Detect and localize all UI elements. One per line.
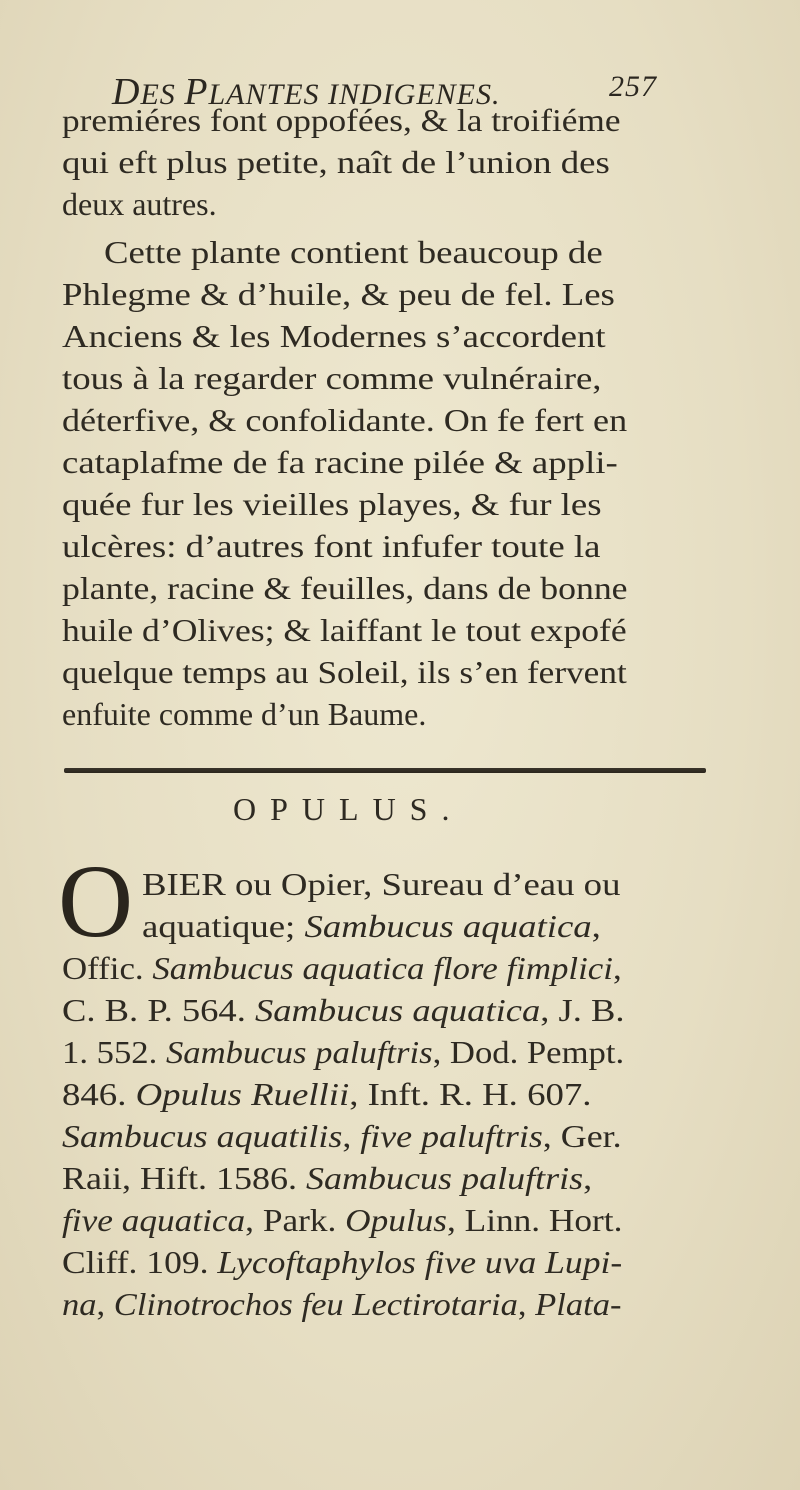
text-run: 846.	[62, 1076, 136, 1112]
text-run: , Inft. R. H. 607.	[349, 1076, 592, 1112]
title-initial: D	[112, 71, 141, 113]
text-run: 1. 552.	[62, 1034, 166, 1070]
body-line: ulcères: d’autres font infufer toute la	[62, 528, 601, 564]
body-line: enfuite comme d’un Baume.	[62, 696, 427, 732]
text-run: , J. B.	[540, 992, 625, 1028]
section-line	[62, 1158, 592, 1198]
section-divider	[64, 768, 706, 773]
latin-name: five paluftris	[360, 1118, 543, 1154]
body-line: cataplafme de fa racine pilée & appli-	[62, 444, 618, 480]
latin-name: Sambucus aquatilis	[62, 1118, 343, 1154]
body-line: huile d’Olives; & laiffant le tout expofé	[62, 612, 627, 648]
body-line: premiéres font oppofées, & la troifiéme	[62, 102, 621, 138]
section-line	[62, 1200, 622, 1240]
latin-name: Plata-	[535, 1286, 622, 1322]
text-run: Raii, Hift. 1586.	[62, 1160, 307, 1196]
latin-name: Sambucus aquatica	[304, 908, 592, 944]
title-part: ES	[140, 78, 185, 111]
section-title: OPULUS.	[233, 791, 464, 827]
text-run: , Dod. Pempt.	[432, 1034, 625, 1070]
body-line: quée fur les vieilles playes, & fur les	[62, 486, 602, 522]
drop-cap: O	[58, 844, 134, 959]
body-line: déterfive, & confolidante. On fe fert en	[62, 402, 628, 438]
text-run: aquatique;	[142, 908, 305, 944]
section-line	[142, 906, 601, 946]
text-run: ,	[591, 908, 601, 944]
body-line: Cette plante contient beaucoup de	[104, 234, 603, 270]
text-run: ,	[96, 1286, 114, 1322]
section-line	[62, 1284, 621, 1324]
section-line	[62, 990, 625, 1030]
text-run: , Ger.	[542, 1118, 622, 1154]
text-run: , Linn. Hort.	[447, 1202, 623, 1238]
latin-name: Sambucus aquatica	[254, 992, 541, 1028]
title-part-2: LANTES INDIGENES.	[208, 78, 501, 111]
section-line	[62, 1032, 624, 1072]
text-run: Cliff. 109.	[62, 1244, 218, 1280]
latin-name: Opulus Ruellii	[135, 1076, 350, 1112]
body-line: Phlegme & d’huile, & peu de fel. Les	[62, 276, 615, 312]
section-line	[62, 948, 622, 988]
page-number: 257	[609, 70, 657, 103]
body-line: plante, racine & feuilles, dans de bonne	[62, 570, 628, 606]
body-line: tous à la regarder comme vulnéraire,	[62, 360, 602, 396]
section-line	[62, 1242, 622, 1282]
latin-name: Clinotrochos feu Lectirotaria	[113, 1286, 518, 1322]
text-run: C. B. P. 564.	[62, 992, 255, 1028]
text-run: Offic.	[62, 950, 153, 986]
section-line	[62, 1116, 622, 1156]
section-line	[142, 864, 620, 904]
latin-name: Sambucus paluftris	[306, 1160, 584, 1196]
latin-name: Lycoftaphylos five uva Lupi-	[217, 1244, 623, 1280]
body-line: Anciens & les Modernes s’accordent	[62, 318, 606, 354]
title-initial-p: P	[184, 71, 209, 113]
text-run: ,	[583, 1160, 593, 1196]
text-run: BIER ou Opier, Sureau d’eau ou	[142, 866, 621, 902]
body-line: qui eft plus petite, naît de l’union des	[62, 144, 610, 180]
section-line	[62, 1074, 591, 1114]
latin-name: Sambucus aquatica flore fimplici	[152, 950, 613, 986]
text-run: ,	[342, 1118, 361, 1154]
body-line: deux autres.	[62, 186, 217, 222]
latin-name: Sambucus paluftris	[165, 1034, 433, 1070]
text-run: , Park.	[245, 1202, 346, 1238]
body-line: quelque temps au Soleil, ils s’en fervent	[62, 654, 627, 690]
latin-name: five aquatica	[62, 1202, 246, 1238]
text-run: ,	[612, 950, 622, 986]
latin-name: Opulus	[345, 1202, 448, 1238]
text-run: ,	[517, 1286, 536, 1322]
latin-name: na	[62, 1286, 97, 1322]
